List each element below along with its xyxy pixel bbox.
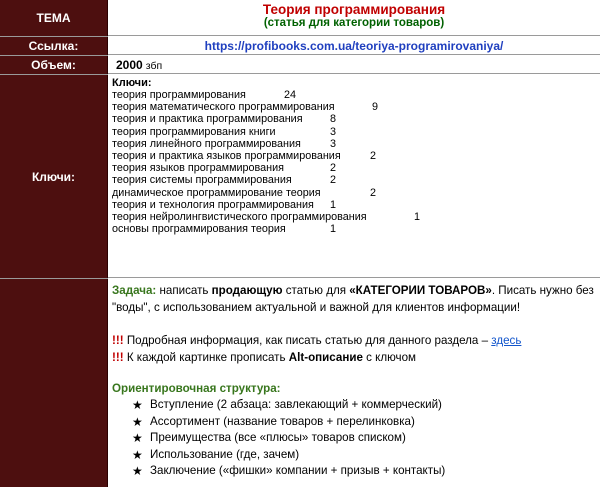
key-phrase: теория нейролингвистического программирования [112,210,367,223]
star-bullet-icon: ★ [132,464,143,479]
key-count: 3 [330,125,337,138]
key-row [112,138,600,150]
theme-label: ТЕМА [0,0,108,36]
key-row [112,223,600,235]
volume-label: Объем: [0,56,108,74]
key-row [112,187,600,199]
key-count: 2 [330,174,337,187]
link-row [0,37,600,55]
structure-item: ★ Вступление (2 абзаца: завлекающий + коммерческий) [132,398,442,412]
alt-line: !!! К каждой картинке прописать Alt-описание с ключом [112,351,417,364]
key-row [112,101,600,113]
structure-item: ★ Преимущества (все «плюсы» товаров списком) [132,431,406,446]
task-label-cell [0,279,108,487]
key-phrase: теория математического программирования [112,101,335,114]
key-row [112,162,600,174]
key-count: 2 [370,186,377,199]
key-count: 1 [414,210,421,223]
key-row [112,126,600,138]
key-phrase: теория линейного программирования [112,137,301,150]
volume-row [0,56,600,74]
key-phrase: теория языков программирования [112,162,285,175]
volume-value: 2000 збп [116,58,163,72]
star-bullet-icon: ★ [132,398,143,412]
key-phrase: динамическое программирование теория [112,186,321,199]
keys-list: Ключи: теория программирования 24 теория математического программирования 9 теория и практика программирования 8 теория программирования книги 3 теория линейного программирования 3 теория и практика языков программирования 2 теория языков программирования 2 теория системы программирования 2 динамическое программирование теория 2 теория и технология программирования 1 теория нейролингвистического программирования 1 основы программирования теория 1 [108,75,600,235]
keys-label: Ключи: [0,75,108,278]
keys-heading: Ключи [112,77,148,89]
key-count: 2 [370,149,377,162]
article-title: Теория программирования [262,2,446,17]
key-row [112,113,600,125]
task-row [0,279,600,487]
key-row [112,150,600,162]
key-count: 1 [330,223,337,236]
key-row [112,199,600,211]
task-description: Задача: написать продающую статью для «КАТЕГОРИИ ТОВАРОВ». Писать нужно без "воды", с использованием актуальной и важной для клиентов информации! [112,284,594,314]
task-block [108,279,600,480]
key-row [112,89,600,101]
key-count: 2 [330,162,337,175]
key-phrase: теория программирования [112,89,246,101]
key-phrase: теория системы программирования [112,174,292,187]
key-row [112,211,600,223]
key-count: 9 [372,101,379,114]
structure-list [112,397,594,480]
article-subtitle: (статья для категории товаров) [263,17,445,29]
star-bullet-icon: ★ [132,431,143,446]
key-phrase: теория программирования книги [112,125,276,138]
key-phrase: теория и практика программирования [112,113,303,126]
structure-item: ★ Использование (где, зачем) [132,447,300,462]
key-phrase: теория и технология программирования [112,198,314,211]
star-bullet-icon: ★ [132,447,143,462]
key-phrase: основы программирования теория [112,223,286,236]
key-count: 24 [284,89,297,101]
link-label: Ссылка: [0,37,108,55]
key-count: 8 [330,113,337,126]
star-bullet-icon: ★ [132,414,143,429]
info-line: !!! Подробная информация, как писать статью для данного раздела – здесь [112,334,522,347]
article-url[interactable]: https://profibooks.com.ua/teoriya-programirovaniya/ [204,39,504,53]
structure-item: ★ Заключение («фишки» компании + призыв + контакты) [132,464,446,479]
info-link[interactable]: здесь [491,334,522,347]
key-row [112,174,600,186]
key-phrase: теория и практика языков программирования [112,149,341,162]
structure-heading: Ориентировочная структура: [112,382,281,395]
keys-row [0,75,600,278]
key-count: 3 [330,137,337,150]
key-count: 1 [330,198,337,211]
header-row [0,0,600,36]
structure-item: ★ Ассортимент (название товаров + перелинковка) [132,414,415,429]
